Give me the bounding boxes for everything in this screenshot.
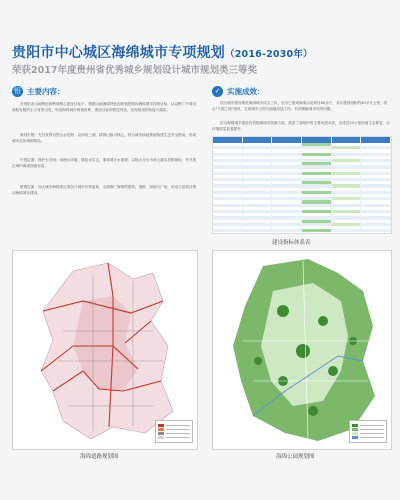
table-body — [213, 143, 391, 232]
page-title — [12, 42, 313, 62]
table-caption: 建设指标体系表 — [272, 240, 311, 246]
content-paragraph-1: 在贵阳市山地特色和黔城核心建设目标下，根据山地海绵特色的规划思路和海绵城市控制目标，从以黔广中城市面积有限的水文背景出发，形成海绵城市规划体系，建设目标和管控内容，实现规划的衔接与落实。 — [12, 102, 197, 113]
content-paragraph-4: 微观层面：加大城市海绵项目建设与城市有机更新，全面推广海绵型建筑、道路、绿地与广场，形成示范项目推动海绵城市建设。 — [12, 185, 197, 196]
table-row — [213, 229, 391, 232]
results-section-title: 实施成效： — [227, 87, 265, 96]
results-paragraph-2: 结合海绵城市建设有效削减城市面源污染，改善了南明河等主要河道水质，完成近20公里河道生态修复，水环境质量显著提升。 — [212, 121, 390, 132]
content-paragraph-3: 中观层面：保护水空间，治理水环境，修复水生态，重构城市水系统；以排水分区为单元落实控制指标，并开展区域内海绵措施布局。 — [12, 158, 197, 169]
check-icon: ✓ — [212, 86, 223, 97]
content-paragraph-2: 规划宏观：充分发挥自然山水优势，以四河三湖、群源山脉为核心，结合城市绿地系统构建生态安全格局，形成城市总体海绵格局。 — [12, 133, 197, 144]
title-main: 贵阳市中心城区海绵城市专项规划 — [12, 45, 225, 61]
title-years: （2016-2030年） — [225, 49, 313, 60]
road-map-caption: 海绵道路规划图 — [80, 454, 119, 460]
pencil-icon: 铅 — [14, 87, 21, 95]
content-section-title: 主要内容： — [27, 87, 65, 96]
content-section-header — [12, 86, 65, 97]
page-subtitle: 荣获2017年度贵州省优秀城乡规划设计城市规划类三等奖 — [12, 65, 257, 76]
park-map-caption: 海绵公园规划图 — [276, 454, 315, 460]
road-planning-map — [12, 250, 198, 450]
park-map-legend — [349, 420, 387, 443]
indicator-table — [212, 136, 392, 234]
road-map-legend — [155, 420, 193, 443]
results-section-header — [212, 86, 265, 97]
results-paragraph-1: 结合城市建设推进海绵城市试点工作，至今已建成海绵示范项目60余个，共计建设面积约40平方公里；结合"千园之城"建设，完成城市公园与绿地改造工作，有效缓解城市内涝问题。 — [212, 101, 388, 112]
park-planning-map — [212, 250, 392, 450]
